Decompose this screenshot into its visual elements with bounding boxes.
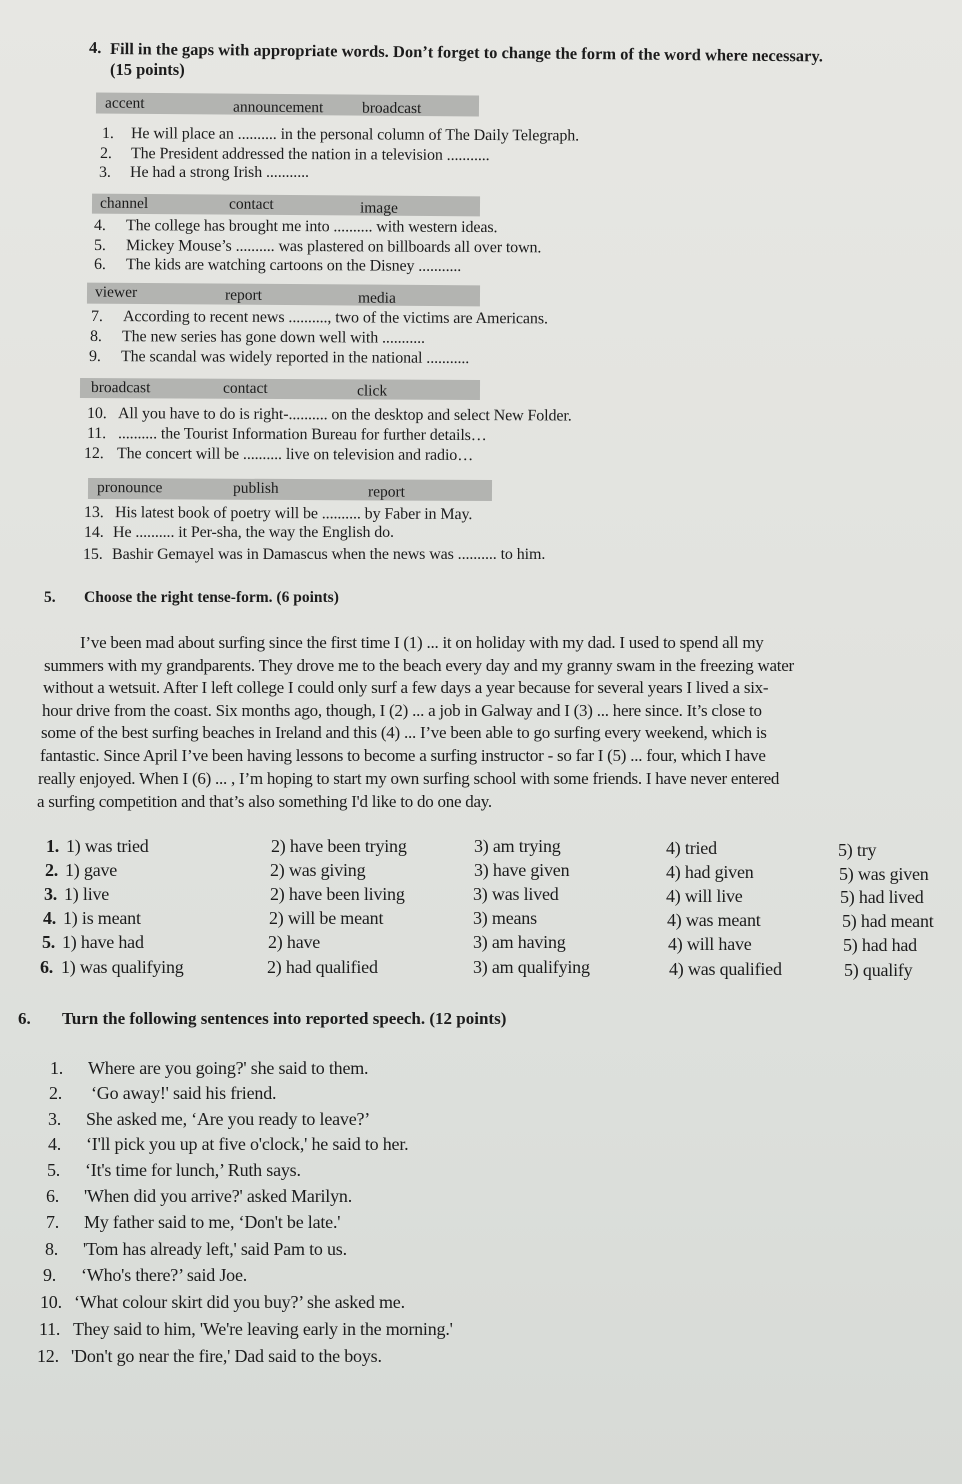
passage-line: some of the best surfing beaches in Ireland and this (4) ... I’ve been able to go surfing every weekend, which is	[41, 723, 767, 742]
gap-sentence: 13. His latest book of poetry will be .......... by Faber in May.	[83, 504, 473, 524]
gap-sentence: 3. He had a strong Irish ...........	[99, 164, 309, 181]
list-item: 11. They said to him, 'We're leaving early in the morning.'	[39, 1319, 453, 1339]
passage-line: I’ve been mad about surfing since the first time I (1) ... it on holiday with my dad. I used to spend all my	[80, 633, 764, 652]
word-option: broadcast	[361, 99, 422, 118]
gap-sentence: 15. Bashir Gemayel was in Damascus when the news was .......... to him.	[83, 546, 546, 563]
choice[interactable]: 4) tried	[666, 838, 717, 858]
word-option: publish	[232, 479, 279, 497]
choice[interactable]: 4) will have	[668, 934, 752, 954]
choice[interactable]: 5) had meant	[842, 911, 934, 931]
choice[interactable]: 3) am qualifying	[473, 957, 590, 977]
list-item: 7. My father said to me, ‘Don't be late.'	[46, 1212, 341, 1232]
gap-sentence: 10. All you have to do is right-.......... on the desktop and select New Folder.	[86, 405, 572, 425]
word-option: image	[359, 199, 398, 217]
word-option: report	[224, 286, 263, 304]
list-item: 1. Where are you going?' she said to them.	[50, 1058, 369, 1078]
task-6-title: Turn the following sentences into reported speech. (12 points)	[62, 1009, 507, 1028]
choice[interactable]: 3) am having	[473, 932, 566, 952]
word-box	[88, 478, 492, 501]
choice[interactable]: 1) have had	[62, 932, 144, 952]
word-option: pronounce	[96, 478, 163, 497]
gap-sentence: 1. He will place an .......... in the personal column of The Daily Telegraph.	[101, 125, 580, 145]
word-option: contact	[228, 195, 274, 213]
choice[interactable]: 3) means	[473, 908, 537, 928]
list-item: 10. ‘What colour skirt did you buy?’ she asked me.	[40, 1292, 405, 1312]
gap-sentence: 6. The kids are watching cartoons on the Disney ...........	[93, 256, 462, 275]
passage-line: summers with my grandparents. They drove me to the beach every day and my granny swam in the freezing water	[44, 656, 794, 675]
list-item: 3. She asked me, ‘Are you ready to leave?’	[48, 1109, 371, 1129]
gap-sentence: 11. .......... the Tourist Information Bureau for further details…	[86, 425, 487, 445]
gap-sentence: 4. The college has brought me into .......... with western ideas.	[93, 217, 498, 237]
gap-sentence: 8. The new series has gone down well with ...........	[89, 328, 425, 347]
choice[interactable]: 2) had qualified	[267, 957, 378, 977]
choice[interactable]: 4) was meant	[667, 910, 761, 930]
choice[interactable]: 1) was qualifying	[61, 957, 184, 977]
list-item: 6. 'When did you arrive?' asked Marilyn.	[46, 1186, 352, 1206]
choice[interactable]: 1) gave	[65, 860, 118, 880]
choice[interactable]: 4) had given	[666, 862, 754, 882]
list-item: 9. ‘Who's there?’ said Joe.	[43, 1265, 248, 1285]
word-option: announcement	[232, 98, 324, 117]
choice[interactable]: 5) qualify	[844, 960, 913, 980]
choice[interactable]: 4) will live	[666, 886, 743, 906]
task-5-number: 5.	[44, 589, 56, 606]
passage-line: fantastic. Since April I’ve been having lessons to become a surfing instructor - so far I (5) ... four, which I have	[40, 746, 766, 765]
choice[interactable]: 5) had had	[843, 935, 917, 955]
choice[interactable]: 2) was giving	[270, 860, 366, 880]
word-box	[87, 283, 480, 307]
word-option: click	[356, 382, 388, 400]
word-option: viewer	[94, 283, 138, 301]
choice[interactable]: 3) have given	[474, 860, 570, 880]
choice[interactable]: 5) had lived	[840, 887, 924, 907]
word-option: channel	[99, 194, 149, 213]
list-item: 12. 'Don't go near the fire,' Dad said to the boys.	[37, 1346, 382, 1366]
list-item: 8. 'Tom has already left,' said Pam to us.	[45, 1239, 347, 1259]
choice[interactable]: 2) will be meant	[269, 908, 384, 928]
task-5-title: Choose the right tense-form. (6 points)	[84, 589, 339, 606]
word-option: broadcast	[90, 379, 151, 397]
gap-sentence: 2. The President addressed the nation in a television ...........	[99, 145, 490, 165]
choice[interactable]: 2) have been trying	[271, 836, 407, 856]
task-6-number: 6.	[18, 1009, 31, 1028]
choice[interactable]: 5) was given	[839, 864, 929, 884]
gap-sentence: 5. Mickey Mouse’s .......... was plastered on billboards all over town.	[93, 237, 542, 257]
passage-line: hour drive from the coast. Six months ago, though, I (2) ... a job in Galway and I (3) ... here since. It’s close to	[42, 701, 762, 720]
passage-line: really enjoyed. When I (6) ... , I’m hoping to start my own surfing school with some friends. I have never entered	[38, 769, 780, 788]
choice[interactable]: 1) was tried	[66, 836, 149, 856]
word-box	[92, 194, 480, 217]
passage-line: without a wetsuit. After I left college I could only surf a few days a year because for several years I lived a six-	[43, 678, 769, 697]
gap-sentence: 7. According to recent news .........., two of the victims are Americans.	[90, 308, 548, 328]
word-box	[80, 378, 480, 400]
choice[interactable]: 3) was lived	[473, 884, 559, 904]
task-4-title: Fill in the gaps with appropriate words. Don’t forget to change the form of the word where necessary.	[109, 39, 824, 66]
list-item: 4. ‘I'll pick you up at five o'clock,' he said to her.	[48, 1134, 409, 1154]
word-box	[96, 92, 479, 116]
word-option: contact	[222, 379, 268, 397]
choice[interactable]: 2) have	[268, 932, 321, 952]
task-4-points: (15 points)	[110, 60, 185, 79]
list-item: 2. ‘Go away!' said his friend.	[49, 1083, 277, 1103]
choice[interactable]: 1) is meant	[63, 908, 141, 928]
word-option: media	[357, 289, 396, 307]
choice[interactable]: 4) was qualified	[669, 959, 782, 979]
choice[interactable]: 1) live	[64, 884, 110, 904]
word-option: report	[367, 483, 406, 501]
task-4-number: 4.	[88, 37, 102, 58]
gap-sentence: 14. He .......... it Per-sha, the way the English do.	[84, 524, 394, 541]
list-item: 5. ‘It's time for lunch,’ Ruth says.	[47, 1160, 301, 1180]
passage-line: a surfing competition and that’s also something I'd like to do one day.	[37, 792, 492, 811]
gap-sentence: 12. The concert will be .......... live on television and radio…	[83, 445, 474, 465]
choice[interactable]: 5) try	[838, 840, 877, 860]
choice[interactable]: 3) am trying	[474, 836, 561, 856]
choice[interactable]: 2) have been living	[270, 884, 405, 904]
gap-sentence: 9. The scandal was widely reported in the national ...........	[88, 348, 470, 367]
word-option: accent	[104, 94, 145, 112]
